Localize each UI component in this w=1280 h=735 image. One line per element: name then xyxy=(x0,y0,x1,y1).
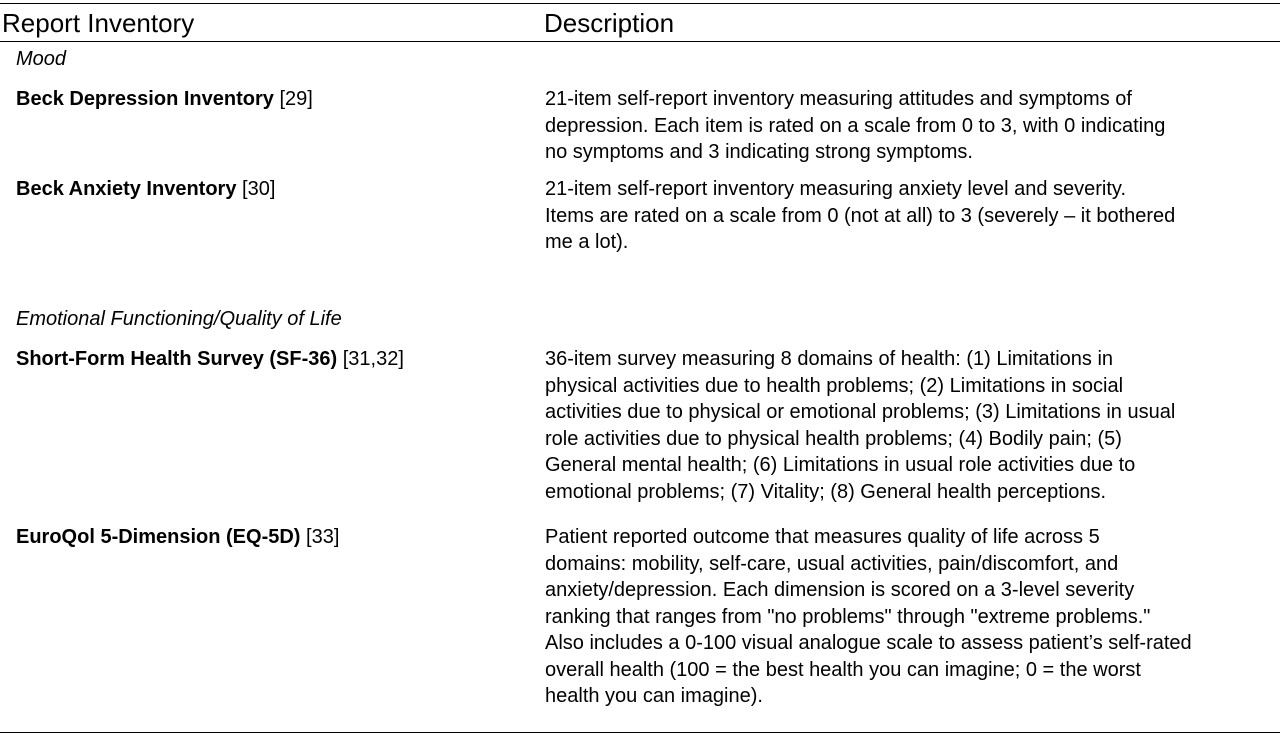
row-name-eq5d xyxy=(16,524,339,551)
row-name-beck-depression xyxy=(16,86,313,113)
description-line: emotional problems; (7) Vitality; (8) General health perceptions. xyxy=(545,480,1107,503)
row-name-sf36 xyxy=(16,346,404,373)
description-line: Also includes a 0-100 visual analogue scale to assess patient’s self-rated xyxy=(545,632,1192,654)
description-line: overall health (100 = the best health you can imagine; 0 = the worst xyxy=(545,658,1141,681)
row-description-beck-depression xyxy=(545,86,1280,166)
section-title-mood: Mood xyxy=(16,48,67,70)
description-line: anxiety/depression. Each dimension is scored on a 3-level severity xyxy=(545,579,1135,601)
inventory-reference: [29] xyxy=(279,88,313,110)
description-line: Items are rated on a scale from 0 (not at all) to 3 (severely – it bothered xyxy=(545,204,1176,227)
row-description-beck-anxiety xyxy=(545,176,1280,256)
top-rule xyxy=(0,3,1280,4)
row-name-beck-anxiety xyxy=(16,176,275,203)
description-line: General mental health; (6) Limitations in usual role activities due to xyxy=(545,454,1136,476)
description-line: ranking that ranges from "no problems" through "extreme problems." xyxy=(545,605,1151,628)
header-report-inventory: Report Inventory xyxy=(2,8,195,38)
section-title-emotional-functioning: Emotional Functioning/Quality of Life xyxy=(16,308,342,330)
inventory-name: Short-Form Health Survey (SF-36) xyxy=(16,348,338,370)
description-line: health you can imagine). xyxy=(545,685,763,707)
row-description-sf36 xyxy=(545,346,1280,505)
bottom-rule xyxy=(0,732,1280,733)
description-line: role activities due to physical health problems; (4) Bodily pain; (5) xyxy=(545,427,1122,450)
inventory-reference: [31,32] xyxy=(342,348,404,370)
description-line: 36-item survey measuring 8 domains of health: (1) Limitations in xyxy=(545,348,1114,370)
description-line: domains: mobility, self-care, usual activities, pain/discomfort, and xyxy=(545,552,1119,575)
description-line: me a lot). xyxy=(545,231,629,253)
description-line: no symptoms and 3 indicating strong symptoms. xyxy=(545,141,973,163)
description-line: physical activities due to health problems; (2) Limitations in social xyxy=(545,374,1124,397)
description-line: activities due to physical or emotional problems; (3) Limitations in usual xyxy=(545,401,1176,423)
inventory-reference: [30] xyxy=(242,178,276,200)
header-rule xyxy=(0,41,1280,42)
description-line: Patient reported outcome that measures quality of life across 5 xyxy=(545,526,1100,548)
description-line: depression. Each item is rated on a scale from 0 to 3, with 0 indicating xyxy=(545,114,1166,137)
inventory-reference: [33] xyxy=(306,526,340,548)
header-description: Description xyxy=(544,8,675,38)
inventory-name: Beck Depression Inventory xyxy=(16,88,274,110)
inventory-name: EuroQol 5-Dimension (EQ-5D) xyxy=(16,526,301,548)
inventory-name: Beck Anxiety Inventory xyxy=(16,178,237,200)
description-line: 21-item self-report inventory measuring attitudes and symptoms of xyxy=(545,88,1132,110)
row-description-eq5d xyxy=(545,524,1280,710)
description-line: 21-item self-report inventory measuring anxiety level and severity. xyxy=(545,178,1126,200)
